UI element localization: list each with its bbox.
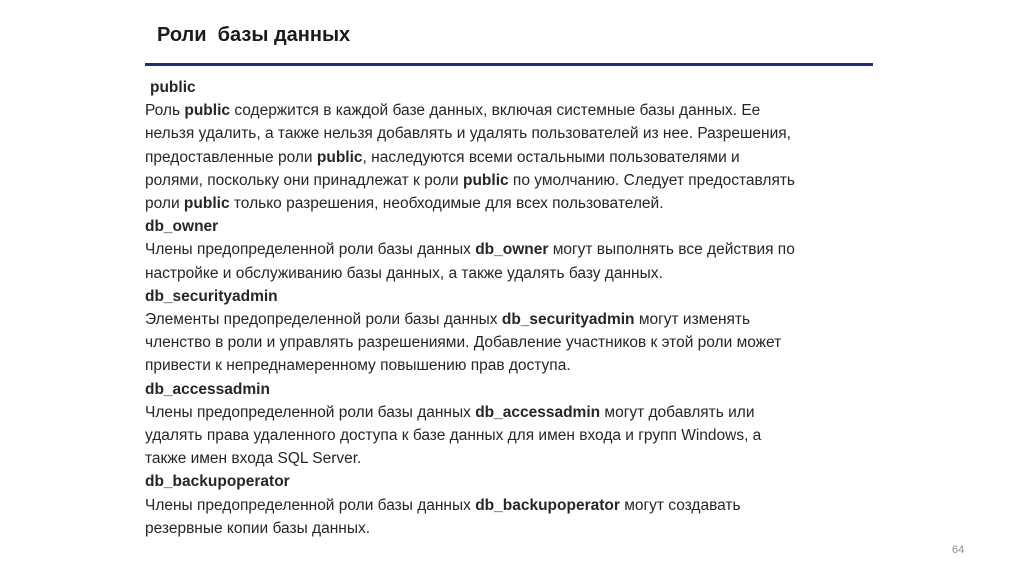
role-term: db_accessadmin: [145, 380, 270, 398]
role-section-public: [145, 76, 905, 215]
role-section-db-owner: [145, 215, 905, 285]
body-line: Члены предопределенной роли базы данных db_accessadmin могут добавлять или: [145, 403, 755, 421]
body-line: Роль public содержится в каждой базе данных, включая системные базы данных. Ее: [145, 102, 761, 120]
title-underline: [145, 63, 873, 66]
role-section-db-backupoperator: [145, 470, 905, 540]
body-line: настройке и обслуживанию базы данных, а также удалять базу данных.: [145, 264, 663, 282]
role-name: db_securityadmin: [501, 311, 635, 329]
slide-body: [145, 76, 905, 540]
body-line: Элементы предопределенной роли базы данных db_securityadmin могут изменять: [145, 311, 751, 329]
role-term: db_securityadmin: [145, 287, 278, 305]
role-section-db-accessadmin: [145, 378, 905, 471]
body-line: членство в роли и управлять разрешениями. Добавление участников к этой роли может: [145, 334, 782, 352]
body-line: Члены предопределенной роли базы данных db_backupoperator могут создавать: [145, 496, 741, 514]
role-term: db_owner: [145, 218, 219, 236]
body-line: роли public только разрешения, необходимые для всех пользователей.: [145, 195, 664, 213]
page-number: 64: [952, 544, 965, 556]
slide-title: Роли базы данных: [157, 24, 351, 46]
role-name: public: [316, 148, 363, 166]
body-line: ролями, поскольку они принадлежат к роли public по умолчанию. Следует предоставлять: [145, 171, 796, 189]
role-name: db_backupoperator: [475, 496, 620, 514]
body-line: Члены предопределенной роли базы данных db_owner могут выполнять все действия по: [145, 241, 795, 259]
role-section-db-securityadmin: [145, 285, 905, 378]
body-line: привести к непреднамеренному повышению прав доступа.: [145, 357, 571, 375]
role-name: public: [184, 102, 231, 120]
body-line: резервные копии базы данных.: [145, 519, 371, 537]
role-name: public: [183, 195, 230, 213]
role-term: db_backupoperator: [145, 473, 290, 491]
body-line: также имен входа SQL Server.: [145, 450, 362, 468]
role-term: public: [150, 79, 196, 96]
body-line: предоставленные роли public, наследуются всеми остальными пользователями и: [145, 148, 740, 166]
body-line: удалять права удаленного доступа к базе данных для имен входа и групп Windows, а: [145, 427, 762, 445]
body-line: нельзя удалить, а также нельзя добавлять и удалять пользователей из нее. Разрешения,: [145, 125, 791, 143]
role-name: public: [462, 171, 509, 189]
role-name: db_accessadmin: [475, 403, 601, 421]
role-name: db_owner: [475, 241, 549, 259]
